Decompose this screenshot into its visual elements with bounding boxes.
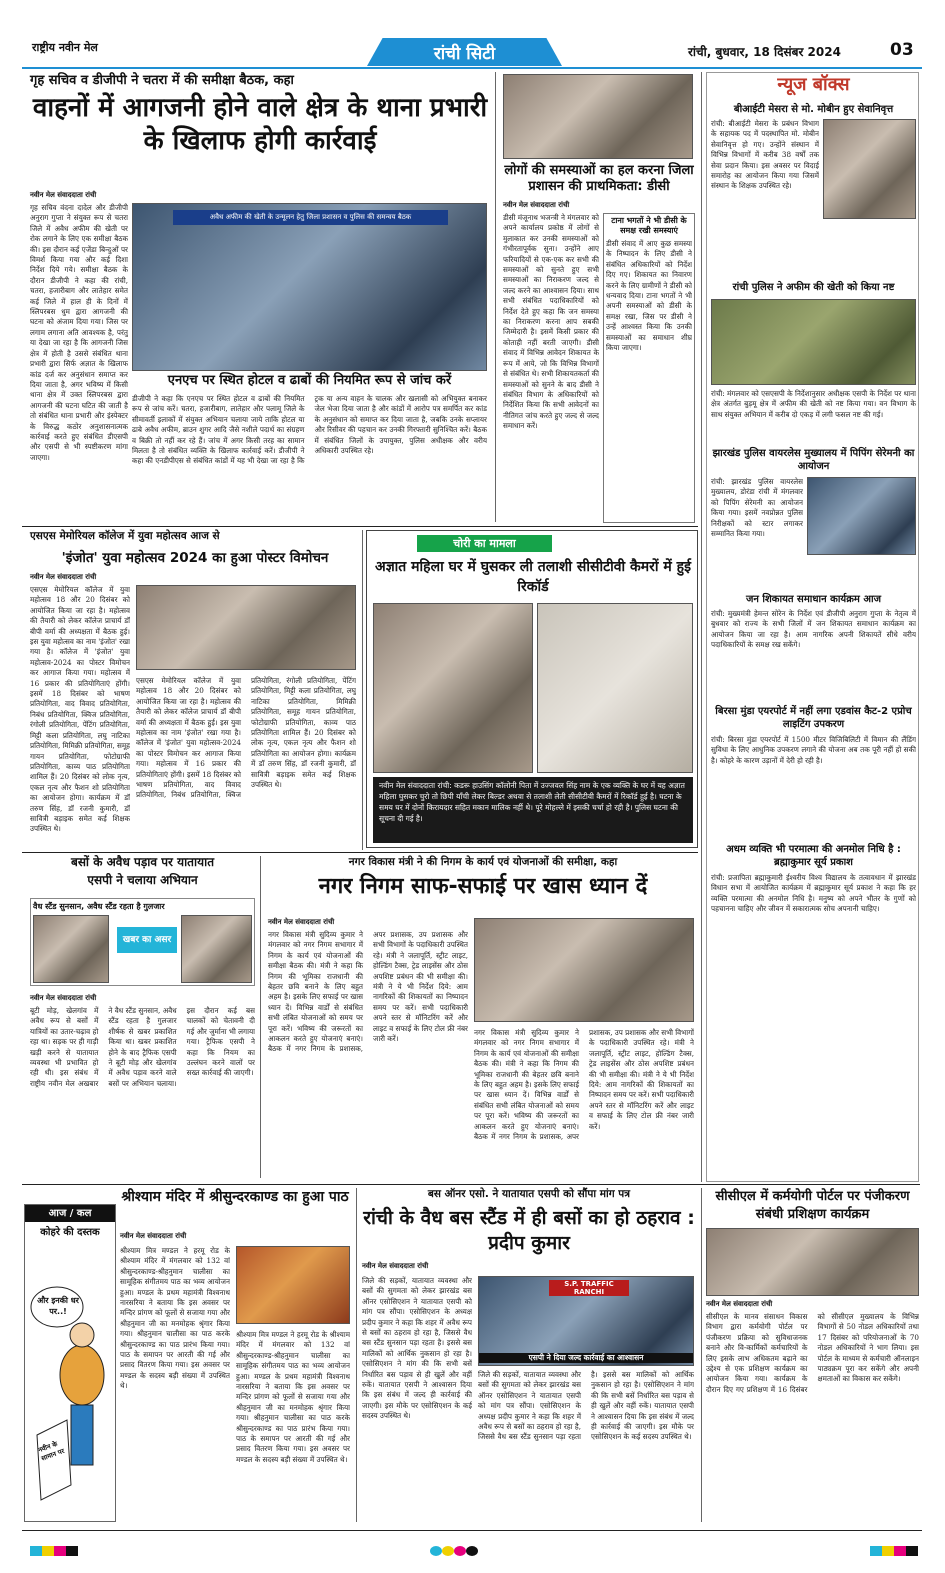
bus-body: बूटी मोड़, खेलगांव में अवैध रूप से बसों में यात्रियों का उतार-चढ़ाव हो रहा था। सड़क पर ही गाड़ी खड़ी करने से यातायात व्यवस्था भी प्रभावित हो रही थी। इस संबंध में राष्ट्रीय नवीन मेल अखबार ने वैध स्टैंड सुनसान, अवैध स्टैंड रहता है गुलजार शीर्षक से खबर प्रकाशित किया था। खबर प्रकाशित होने के बाद ट्रैफिक एसपी ने बूटी मोड़ और खेलगांव में अवैध पड़ाव करने वाले बसों पर अभियान चलाया। इस दौरान कई बस चालकों को चेतावनी दी गई और जुर्माना भी लगाया गया। ट्रैफिक एसपी ने कहा कि नियम का उल्लंघन करने वालों पर सख्त कार्रवाई की जाएगी। bbox=[30, 1006, 255, 1088]
col-rule-5 bbox=[356, 1188, 357, 1522]
municipal-byline: नवीन मेल संवाददाता रांची bbox=[268, 918, 335, 926]
row-rule-1 bbox=[22, 526, 698, 527]
section-title: रांची सिटी bbox=[433, 44, 496, 64]
registration-swatch bbox=[906, 1546, 918, 1556]
registration-swatch bbox=[454, 1546, 466, 1556]
color-registration-marks bbox=[0, 1546, 945, 1558]
busstand-byline: नवीन मेल संवाददाता रांची bbox=[362, 1262, 429, 1270]
registration-swatch bbox=[442, 1546, 454, 1556]
municipal-body-2: नगर विकास मंत्री सुदिव्य कुमार ने मंगलवार को नगर निगम सभागार में निगम के कार्य एवं योजनाओं की समीक्षा बैठक की। मंत्री ने कहा कि निगम की भूमिका राजधानी की बेहतर छवि बनाने के लिए बहुत अहम है। इसके लिए सफाई पर खास ध्यान दें। विभिन्न वार्डों से संबंधित सभी लंबित योजनाओं को समय पर पूरा करें। भविष्य की जरूरतों का आकलन करते हुए योजनाएं बनाएं। बैठक में नगर निगम के प्रशासक, अपर प्रशासक, उप प्रशासक और सभी विभागों के पदाधिकारी उपस्थित रहे। मंत्री ने जलापूर्ति, स्ट्रीट लाइट, होल्डिंग टैक्स, ट्रेड लाइसेंस और ठोस अपशिष्ट प्रबंधन की भी समीक्षा की। मंत्री ने ये भी निर्देश दिये: आम नागरिकों की शिकायतों का निष्पादन समय पर करें। सभी पदाधिकारी अपने स्तर से मॉनिटरिंग करें और लाइट व सफाई के लिए टोल फ्री नंबर जारी करें। bbox=[474, 1028, 694, 1142]
theft-cctv-right bbox=[537, 603, 693, 773]
bus-headline: एसपी ने चलाया अभियान bbox=[87, 873, 198, 887]
nb4-body: रांची: मुख्यमंत्री हेमन्त सोरेन के निर्देश एवं डीजीपी अनुराग गुप्ता के नेतृत्व में बुधवार को राज्य के सभी जिलों में जन शिकायत समाधान कार्यक्रम का आयोजन किया जा रहा है। आम नागरिक अपनी शिकायतें सीधे वरीय पदाधिकारियों के समक्ष रख सकेंगे। bbox=[711, 609, 916, 650]
dc-photo bbox=[503, 74, 693, 159]
tana-box-body: डीसी संवाद में आए कुछ समस्या के निष्पादन के लिए डीसी ने संबंधित अधिकारियों को निर्देश दिए गए। शिकायत का निवारण करने के लिए ग्रामीणों ने डीसी को धन्यवाद दिया। टाना भगतों ने भी अपनी समस्याओं को डीसी के समक्ष रखा, जिस पर डीसी ने उन्हें आश्वस्त किया कि उनकी समस्याओं का समाधान शीघ्र किया जाएगा। bbox=[606, 239, 692, 353]
youth-headline: 'इंजोत' युवा महोत्सव 2024 का हुआ पोस्टर विमोचन bbox=[61, 550, 329, 566]
col-rule-1 bbox=[495, 72, 496, 522]
bus-clip bbox=[30, 898, 255, 986]
nb3-head: झारखंड पुलिस वायरलेस मुख्यालय में पिपिंग सेरेमनी का आयोजन bbox=[712, 448, 915, 472]
cartoon bbox=[24, 1204, 116, 1522]
theft-headline: अज्ञात महिला घर में घुसकर ली तलाशी सीसीटीवी कैमरों में हुई रिकॉर्ड bbox=[375, 559, 691, 595]
registration-swatch bbox=[66, 1546, 78, 1556]
youth-body-1: एसएस मेमोरियल कॉलेज में युवा महोत्सव 18 और 20 दिसंबर को आयोजित किया जा रहा है। महोत्सव की तैयारी को लेकर कॉलेज प्राचार्य डॉ बीपी वर्मा की अध्यक्षता में बैठक हुई। इस युवा महोत्सव का नाम 'इंजोत' रखा गया है। कॉलेज में 'इंजोत' युवा महोत्सव-2024 का पोस्टर विमोचन कर आगाज किया गया। महोत्सव में 16 प्रकार की प्रतियोगिताएं होंगी। इसमें 18 दिसंबर को भाषण प्रतियोगिता, वाद विवाद प्रतियोगिता, निबंध प्रतियोगिता, क्विज प्रतियोगिता, रंगोली प्रतियोगिता, पेंटिंग प्रतियोगिता, मिट्टी कला प्रतियोगिता, लघु नाटिका प्रतियोगिता, मिमिक्री प्रतियोगिता, समूह गायन प्रतियोगिता, फोटोग्राफी प्रतियोगिता, काव्य पाठ प्रतियोगिता शामिल हैं। 20 दिसंबर को लोक नृत्य, एकल नृत्य और फैशन शो प्रतियोगिता का आयोजन होगा। कार्यक्रम में डॉ तरुण सिंह, डॉ रजनी कुमारी, डॉ सावित्री बड़ाइक समेत कई शिक्षक उपस्थित थे। bbox=[30, 585, 130, 834]
cartoon-label: आज / कल bbox=[25, 1205, 115, 1222]
nb6-head: अधम व्यक्ति भी परमात्मा की अनमोल निधि है : ब्रह्माकुमार सूर्य प्रकाश bbox=[726, 844, 901, 868]
nb5-body: रांची: बिरसा मुंडा एयरपोर्ट में 1500 मीटर विजिबिलिटी में विमान की लैंडिंग सुविधा के लिए आधुनिक उपकरण लगाने की योजना अब तक पूरी नहीं हो सकी है। कोहरे के कारण उड़ानों में देरी हो रही है। bbox=[711, 735, 916, 765]
ccl-byline: नवीन मेल संवाददाता रांची bbox=[706, 1300, 773, 1308]
nb3-body: रांची: झारखंड पुलिस वायरलेस मुख्यालय, डोरंडा रांची में मंगलवार को पिपिंग सेरेमनी का आयोजन किया गया। इसमें नवप्रोन्नत पुलिस निरीक्षकों को स्टार लगाकर सम्मानित किया गया। bbox=[711, 477, 803, 539]
theft-cctv-left bbox=[373, 603, 533, 773]
col-rule-2 bbox=[701, 72, 702, 1182]
brand-logo: राष्ट्रीय नवीन मेल bbox=[32, 41, 98, 54]
theft-label: चोरी का मामला bbox=[417, 535, 552, 552]
bus-clip-photo bbox=[33, 915, 109, 983]
dc-body: डीसी मंजूनाथ भजन्त्री ने मंगलवार को अपने कार्यालय प्रकोष्ठ में लोगों से मुलाकात कर उनकी समस्याओं को गंभीरतापूर्वक सुना। उन्होंने आए फरियादियों से एक-एक कर सभी की समस्याओं को सुनते हुए सभी समस्याओं का निराकरण जल्द से जल्द करने का आश्वासन दिया। साथ सभी संबंधित पदाधिकारियों को निर्देश देते हुए कहा कि जन समस्या का निराकरण करना आप सबकी जिम्मेदारी है। इसमें किसी प्रकार की कोताही नहीं बरती जाएगी। डीसी संवाद में विभिन्न आवेदन शिकायत के रूप में आये, जो कि विभिन्न विभागों से संबंधित थे। सभी शिकायतकर्ता की समस्याओं को सुनने के बाद डीसी ने संबंधित विभाग के अधिकारियों को निर्देशित किया कि सभी आवेदनों का नीतिगत जांच करते हुए जल्द से जल्द समाधान करें। bbox=[503, 213, 599, 431]
ccl-body: सीसीएल के मानव संसाधन विकास विभाग द्वारा कर्मयोगी पोर्टल पर पंजीकरण प्रक्रिया को सुविधाजनक बनाने और वि-कार्मिकों कर्मचारियों के लिए इसके लाभ अधिकतम बढ़ाने का उद्देश्य से एक प्रशिक्षण कार्यक्रम का आयोजन किया गया। कार्यक्रम के दौरान दिए गए प्रशिक्षण में 16 दिसंबर को सीसीएल मुख्यालय के विभिन्न विभागों से 50 नोडल अधिकारियों तथा 17 दिसंबर को परियोजनाओं के 70 नोडल अधिकारियों ने भाग लिया। इस पोर्टल के माध्यम से कर्मचारी ऑनलाइन पाठ्यक्रम पूरा कर सकेंगे और अपनी क्षमताओं का विकास कर सकेंगे। bbox=[706, 1312, 919, 1394]
nb1-head: बीआईटी मेसरा से मो. मोबीन हुए सेवानिवृत्त bbox=[733, 104, 894, 115]
lead-sub-body: डीजीपी ने कहा कि एनएच पर स्थित होटल व ढाबों की नियमित रूप से जांच करें। चतरा, हजारीबाग, लातेहार और पलामू जिले के सीमावर्ती इलाकों में संयुक्त अभियान चलाया जाये ताकि होटल या ढाबे अवैध अफीम, ब्राउन शुगर आदि जैसे नशीले पदार्थ का संग्रहण व बिक्री तो नहीं कर रहे हैं। जांच में अगर किसी तरह का सामान मिलता है तो संबंधित व्यक्ति के खिलाफ कार्रवाई करें। डीजीपी ने कहा की एनडीपीएस से संबंधित कांडों में यह भी देखा जा रहा है कि ट्रक या अन्य वाहन के चालक और खलासी को अभियुक्त बनाकर जेल भेजा दिया जाता है और कांडों में आरोप पत्र समर्पित कर कांड के अनुसंधान को समाप्त कर दिया जाता है, जबकि उनके सप्लायर और रिसीवर की पहचान कर उनकी गिरफ्तारी सुनिश्चित करें। बैठक में संबंधित जिलों के उपायुक्त, पुलिस अधीक्षक और वरीय अधिकारी उपस्थित रहे। bbox=[132, 394, 487, 466]
theft-box bbox=[366, 530, 698, 848]
nb2-head: रांची पुलिस ने अफीम की खेती को किया नष्ट bbox=[732, 282, 895, 293]
lead-meeting-photo bbox=[132, 203, 487, 371]
nb3-photo bbox=[807, 477, 916, 555]
dateline: रांची, बुधवार, 18 दिसंबर 2024 bbox=[688, 45, 841, 59]
bus-clip-photo-2 bbox=[181, 915, 252, 983]
row-rule-3 bbox=[22, 1184, 920, 1185]
meeting-banner: अवैध अफीम की खेती के उन्मूलन हेतु जिला प्रशासन व पुलिस की समन्वय बैठक bbox=[173, 210, 448, 225]
nb2-photo bbox=[711, 299, 916, 385]
busstand-kicker: बस ऑनर एसो. ने यातायात एसपी को सौंपा मांग पत्र bbox=[427, 1188, 631, 1200]
col-rule-3 bbox=[362, 530, 363, 850]
masthead-rule bbox=[22, 67, 922, 69]
lead-byline: नवीन मेल संवाददाता रांची bbox=[30, 191, 97, 199]
nb5-head: बिरसा मुंडा एयरपोर्ट में नहीं लगा एडवांस कैट-2 एप्रोच लाइटिंग उपकरण bbox=[715, 706, 912, 730]
busstand-body-2: जिले की सड़कों, यातायात व्यवस्था और बसों की सुगमता को लेकर झारखंड बस ऑनर एसोसिएशन ने यातायात एसपी को मांग पत्र सौंपा। एसोसिएशन के अध्यक्ष प्रदीप कुमार ने कहा कि शहर में अवैध रूप से बसों का ठहराव हो रहा है, जिससे वैध बस स्टैंड सुनसान पड़ा रहता है। इससे बस मालिकों को आर्थिक नुकसान हो रहा है। एसोसिएशन ने मांग की कि सभी बसें निर्धारित बस पड़ाव से ही खुलें और वहीं रुकें। यातायात एसपी ने आश्वासन दिया कि इस संबंध में जल्द ही कार्रवाई की जाएगी। इस मौके पर एसोसिएशन के कई सदस्य उपस्थित थे। bbox=[478, 1370, 694, 1442]
temple-body-1: श्रीश्याम मित्र मण्डल ने हरमू रोड के श्रीश्याम मंदिर में मंगलवार को 132 वां श्रीसुन्दरकाण्ड-श्रीहनुमान चालीसा का सामूहिक संगीतमय पाठ का भव्य आयोजन हुआ। मण्डल के प्रथम महामंत्री विश्वनाथ नारसरिया ने बताया कि इस अवसर पर मन्दिर प्रांगण को फूलों से सजाया गया और श्रीहनुमान जी का मनमोहक श्रृंगार किया गया। श्रीहनुमान चालीसा का पाठ करके श्रीसुन्दरकाण्ड का पाठ प्रारंभ किया गया। पाठ के समापन पर आरती की गई और प्रसाद वितरण किया गया। इस अवसर पर मण्डल के सदस्य बड़ी संख्या में उपस्थित थे। bbox=[120, 1246, 230, 1391]
busstand-photo-caption: एसपी ने दिया जल्द कार्रवाई का आश्वासन bbox=[479, 1353, 693, 1363]
bus-clip-title: वैध स्टैंड सुनसान, अवैध स्टैंड रहता है गुलजार bbox=[33, 902, 165, 911]
cartoon-bubble: और इनकी धर पर..! bbox=[37, 1296, 79, 1316]
footer-rule bbox=[22, 1530, 922, 1531]
youth-byline: नवीन मेल संवाददाता रांची bbox=[30, 573, 97, 581]
lead-headline: वाहनों में आगजनी होने वाले क्षेत्र के थाना प्रभारी के खिलाफ होगी कार्रवाई bbox=[32, 93, 488, 156]
nb1-photo bbox=[823, 119, 916, 219]
cartoon-drawing bbox=[27, 1245, 113, 1515]
nb6-body: रांची: प्रजापिता ब्रह्माकुमारी ईश्वरीय विश्व विद्यालय के तत्वावधान में झारखंड विधान सभा में आयोजित कार्यक्रम में ब्रह्माकुमार सूर्य प्रकाश ने कहा कि हर व्यक्ति परमात्मा की अनमोल निधि है। मनुष्य को अपने भीतर के गुणों को पहचानना चाहिए और जीवन में सकारात्मक सोच अपनानी चाहिए। bbox=[711, 873, 916, 914]
temple-photo bbox=[236, 1246, 350, 1324]
tana-box bbox=[603, 213, 695, 523]
lead-kicker: गृह सचिव व डीजीपी ने चतरा में की समीक्षा बैठक, कहा bbox=[30, 73, 294, 88]
theft-caption: नवीन मेल संवाददाता रांची: कडरू हाउसिंग कॉलोनी पिता में उज्जवल सिंह नाम के एक व्यक्ति के घर में यह अज्ञात महिला घुसकर चुरो तो छिपी याँची लेकर बिल्डर अथवा से तलाशी लेती सीसीटीवी कैमरों में रिकॉर्ड हुई है। घटना के समय घर में दोनों किरायदार सहित मकान मालिक नहीं थे। पूरे मोहल्ले में इसकी चर्चा हो रही है। पुलिस घटना की सूचना दी गई है। bbox=[373, 777, 693, 843]
busstand-headline: रांची के वैध बस स्टैंड में ही बसों का हो ठहराव : प्रदीप कुमार bbox=[363, 1207, 695, 1254]
bus-clip-tag: खबर का असर bbox=[117, 927, 177, 953]
dc-byline: नवीन मेल संवाददाता रांची bbox=[503, 201, 570, 209]
municipal-kicker: नगर विकास मंत्री ने की निगम के कार्य एवं योजनाओं की समीक्षा, कहा bbox=[348, 856, 618, 868]
registration-swatch bbox=[894, 1546, 906, 1556]
news-boxes bbox=[706, 72, 919, 1182]
registration-swatch bbox=[882, 1546, 894, 1556]
bus-kicker: बसों के अवैध पड़ाव पर यातायात bbox=[70, 855, 215, 869]
tana-box-head: टाना भगतों ने भी डीसी के समक्ष रखी समस्याएं bbox=[611, 216, 687, 235]
ccl-photo bbox=[706, 1228, 919, 1296]
registration-swatch bbox=[430, 1546, 442, 1556]
busstand-photo-sign: S.P. TRAFFIC RANCHI bbox=[549, 1280, 629, 1296]
cartoon-sign: नवीन के सामान पर bbox=[37, 1439, 66, 1463]
temple-headline: श्रीश्याम मंदिर में श्रीसुन्दरकाण्ड का हुआ पाठ bbox=[121, 1189, 349, 1205]
municipal-photo bbox=[474, 918, 694, 1022]
registration-swatch bbox=[870, 1546, 882, 1556]
news-boxes-title: न्यूज बॉक्स bbox=[777, 74, 850, 95]
ccl-headline: सीसीएल में कर्मयोगी पोर्टल पर पंजीकरण संबंधी प्रशिक्षण कार्यक्रम bbox=[715, 1189, 910, 1222]
nb4-head: जन शिकायत समाधान कार्यक्रम आज bbox=[745, 594, 882, 605]
temple-byline: नवीन मेल संवाददाता रांची bbox=[120, 1232, 187, 1240]
lead-subhead: एनएच पर स्थित होटल व ढाबों की नियमित रूप से जांच करें bbox=[167, 373, 452, 388]
col-rule-4 bbox=[260, 856, 261, 1178]
youth-body-2: एसएस मेमोरियल कॉलेज में युवा महोत्सव 18 और 20 दिसंबर को आयोजित किया जा रहा है। महोत्सव की तैयारी को लेकर कॉलेज प्राचार्य डॉ बीपी वर्मा की अध्यक्षता में बैठक हुई। इस युवा महोत्सव का नाम 'इंजोत' रखा गया है। कॉलेज में 'इंजोत' युवा महोत्सव-2024 का पोस्टर विमोचन कर आगाज किया गया। महोत्सव में 16 प्रकार की प्रतियोगिताएं होंगी। इसमें 18 दिसंबर को भाषण प्रतियोगिता, वाद विवाद प्रतियोगिता, निबंध प्रतियोगिता, क्विज प्रतियोगिता, रंगोली प्रतियोगिता, पेंटिंग प्रतियोगिता, मिट्टी कला प्रतियोगिता, लघु नाटिका प्रतियोगिता, मिमिक्री प्रतियोगिता, समूह गायन प्रतियोगिता, फोटोग्राफी प्रतियोगिता, काव्य पाठ प्रतियोगिता शामिल हैं। 20 दिसंबर को लोक नृत्य, एकल नृत्य और फैशन शो प्रतियोगिता का आयोजन होगा। कार्यक्रम में डॉ तरुण सिंह, डॉ रजनी कुमारी, डॉ सावित्री बड़ाइक समेत कई शिक्षक उपस्थित थे। bbox=[136, 676, 356, 800]
registration-swatch bbox=[54, 1546, 66, 1556]
col-rule-6 bbox=[701, 1188, 702, 1522]
temple-body-2: श्रीश्याम मित्र मण्डल ने हरमू रोड के श्रीश्याम मंदिर में मंगलवार को 132 वां श्रीसुन्दरकाण्ड-श्रीहनुमान चालीसा का सामूहिक संगीतमय पाठ का भव्य आयोजन हुआ। मण्डल के प्रथम महामंत्री विश्वनाथ नारसरिया ने बताया कि इस अवसर पर मन्दिर प्रांगण को फूलों से सजाया गया और श्रीहनुमान जी का मनमोहक श्रृंगार किया गया। श्रीहनुमान चालीसा का पाठ करके श्रीसुन्दरकाण्ड का पाठ प्रारंभ किया गया। पाठ के समापन पर आरती की गई और प्रसाद वितरण किया गया। इस अवसर पर मण्डल के सदस्य बड़ी संख्या में उपस्थित थे। bbox=[236, 1330, 350, 1464]
youth-photo bbox=[136, 585, 356, 670]
dc-headline: लोगों की समस्याओं का हल करना जिला प्रशासन की प्राथमिकता: डीसी bbox=[504, 163, 694, 194]
nb1-body: रांची: बीआईटी मेसरा के प्रबंधन विभाग के सहायक पद में पदस्थापित मो. मोबीन सेवानिवृत्त हो गए। उन्होंने संस्थान में विभिन्न विभागों में करीब 38 वर्षों तक सेवा प्रदान किया। इस अवसर पर विदाई समारोह का आयोजन किया गया जिसमें संस्थान के शिक्षक उपस्थित रहे। bbox=[711, 119, 819, 191]
page-number: 03 bbox=[890, 40, 914, 60]
cartoon-title: कोहरे की दस्तक bbox=[40, 1227, 100, 1238]
busstand-photo bbox=[478, 1276, 694, 1366]
municipal-headline: नगर निगम साफ-सफाई पर खास ध्यान दें bbox=[318, 874, 648, 899]
registration-swatch bbox=[30, 1546, 42, 1556]
busstand-body-1: जिले की सड़कों, यातायात व्यवस्था और बसों की सुगमता को लेकर झारखंड बस ऑनर एसोसिएशन ने यातायात एसपी को मांग पत्र सौंपा। एसोसिएशन के अध्यक्ष प्रदीप कुमार ने कहा कि शहर में अवैध रूप से बसों का ठहराव हो रहा है, जिससे वैध बस स्टैंड सुनसान पड़ा रहता है। इससे बस मालिकों को आर्थिक नुकसान हो रहा है। एसोसिएशन ने मांग की कि सभी बसें निर्धारित बस पड़ाव से ही खुलें और वहीं रुकें। यातायात एसपी ने आश्वासन दिया कि इस संबंध में जल्द ही कार्रवाई की जाएगी। इस मौके पर एसोसिएशन के कई सदस्य उपस्थित थे। bbox=[362, 1276, 472, 1421]
municipal-body-1: नगर विकास मंत्री सुदिव्य कुमार ने मंगलवार को नगर निगम सभागार में निगम के कार्य एवं योजनाओं की समीक्षा बैठक की। मंत्री ने कहा कि निगम की भूमिका राजधानी की बेहतर छवि बनाने के लिए बहुत अहम है। इसके लिए सफाई पर खास ध्यान दें। विभिन्न वार्डों से संबंधित सभी लंबित योजनाओं को समय पर पूरा करें। भविष्य की जरूरतों का आकलन करते हुए योजनाएं बनाएं। बैठक में नगर निगम के प्रशासक, अपर प्रशासक, उप प्रशासक और सभी विभागों के पदाधिकारी उपस्थित रहे। मंत्री ने जलापूर्ति, स्ट्रीट लाइट, होल्डिंग टैक्स, ट्रेड लाइसेंस और ठोस अपशिष्ट प्रबंधन की भी समीक्षा की। मंत्री ने ये भी निर्देश दिये: आम नागरिकों की शिकायतों का निष्पादन समय पर करें। सभी पदाधिकारी अपने स्तर से मॉनिटरिंग करें और लाइट व सफाई के लिए टोल फ्री नंबर जारी करें। bbox=[268, 930, 468, 1054]
nb2-body: रांची: मंगलवार को एसएसपी के निर्देशानुसार अधीक्षक एसपी के निर्देश पर थाना क्षेत्र अंतर्गत बुड़मू क्षेत्र में अफीम की खेती को नष्ट किया गया। वन विभाग के साथ संयुक्त अभियान में करीब दो एकड़ में लगी फसल नष्ट की गई। bbox=[711, 389, 916, 419]
registration-swatch bbox=[466, 1546, 478, 1556]
row-rule-2 bbox=[22, 852, 698, 853]
masthead bbox=[22, 38, 922, 68]
youth-kicker: एसएस मेमोरियल कॉलेज में युवा महोत्सव आज से bbox=[30, 530, 220, 542]
registration-swatch bbox=[42, 1546, 54, 1556]
bus-byline: नवीन मेल संवाददाता रांची bbox=[30, 994, 97, 1002]
lead-body: गृह सचिव वंदना दादेल और डीजीपी अनुराग गुप्ता ने संयुक्त रूप से चतरा जिले में अवैध अफीम की खेती पर रोक लगाने के लिए एक समीक्षा बैठक की। इस दौरान कई एजेंडा बिन्दुओं पर विमर्श किया गया और कई दिशा निर्देश दिये गये। समीक्षा बैठक के दौरान डीजीपी ने कहा की रांची, चतरा, हजारीबाग और लातेहार समेत कई जिले में हाल ही के दिनों में स्लिपरबस धुम द्वारा आगजनी की घटना को अंजाम दिया गया। जिस पर लगाम लगाना अति आवश्यक है, परंतु या देखा जा रहा है कि आगजनी जिस क्षेत्र में होती है उससे संबंधित थाना प्रभारी द्वारा सिर्फ अज्ञात के खिलाफ कांड दर्ज कर अनुसंधान समाप्त कर दिया जाता है, अगर भविष्य में किसी थाना क्षेत्र में उक्त स्लिपरबस द्वारा आगजनी की घटना घटित की जाती है तो संबंधित थाना प्रभारी और इंस्पेक्टर के विरुद्ध कठोर अनुशासनात्मक कार्रवाई करते हुए संबंधित डीएसपी और एसपी से भी स्पष्टीकरण मांगा जाएगा। bbox=[30, 203, 128, 462]
